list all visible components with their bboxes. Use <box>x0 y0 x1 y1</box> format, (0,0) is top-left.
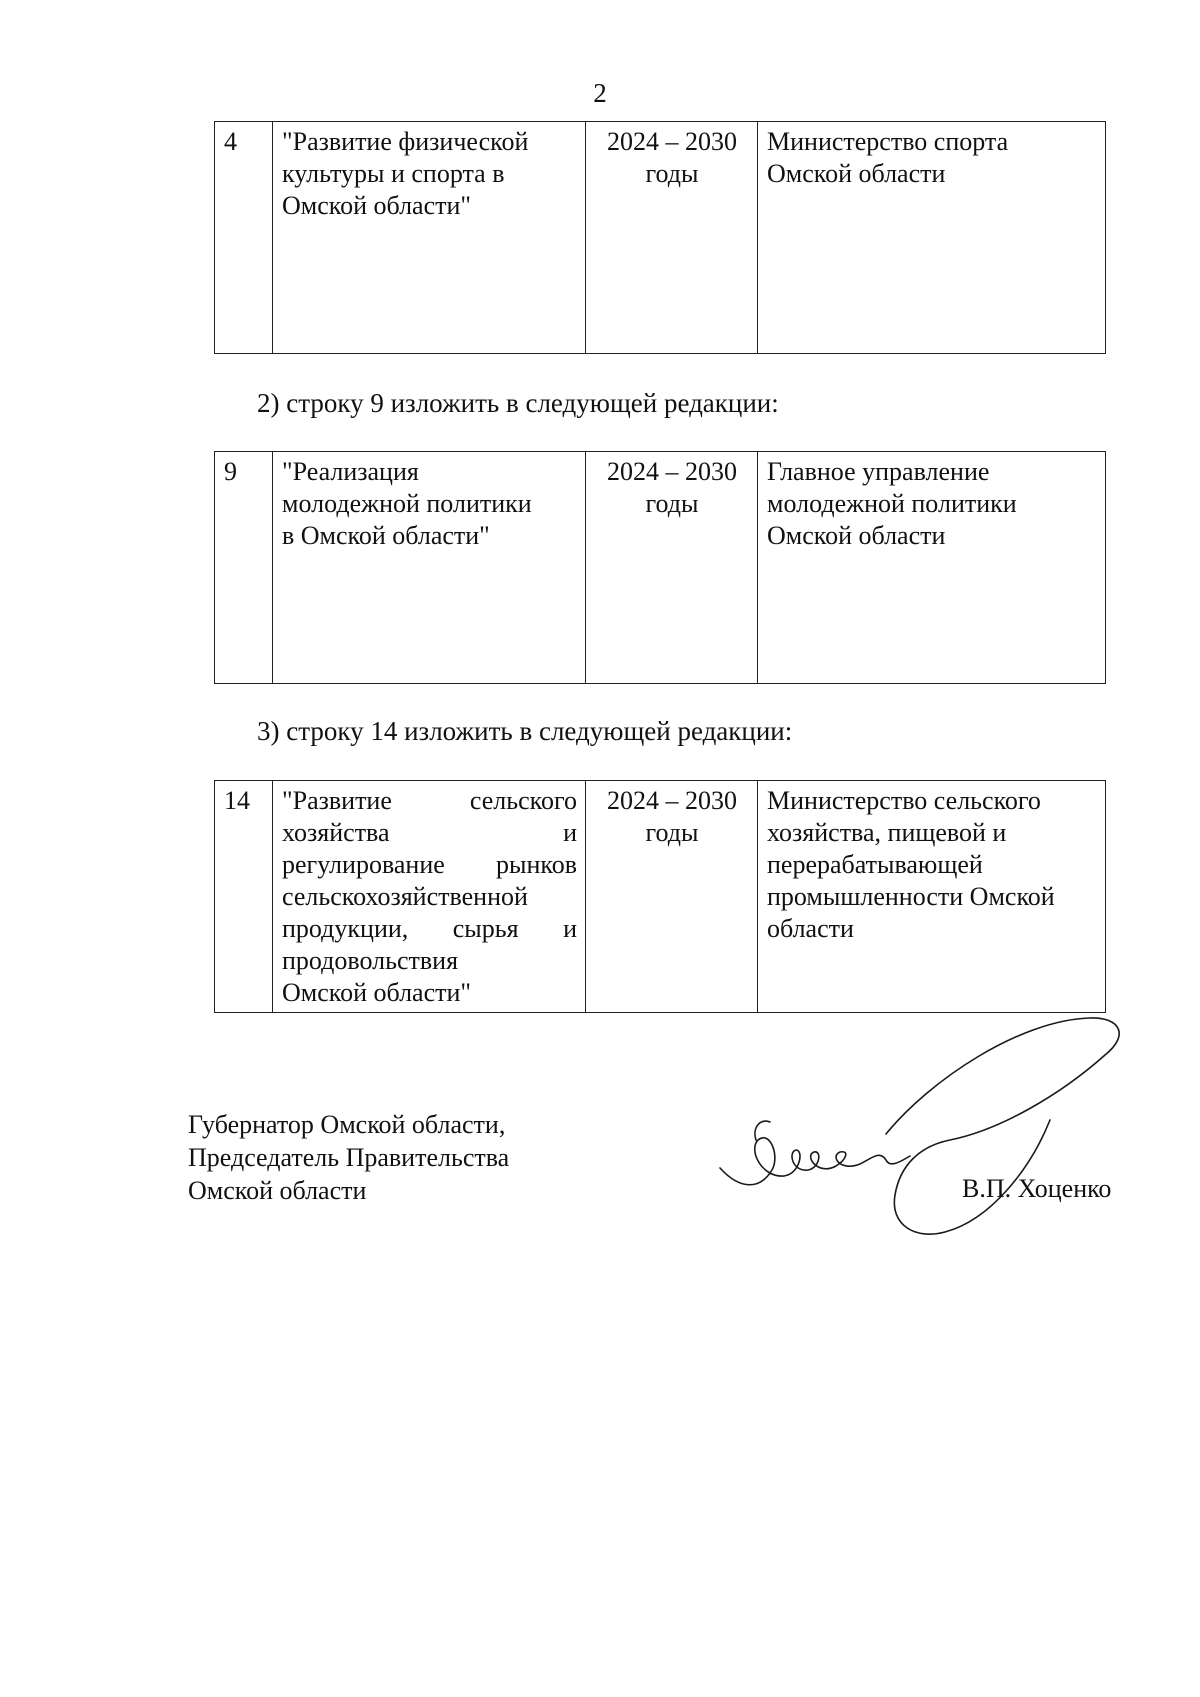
program-name-line: сельскохозяйственной <box>282 882 528 911</box>
program-name-line: продовольствия <box>282 946 459 975</box>
period-years: 2024 – 2030 <box>607 786 737 815</box>
table-row-14 <box>214 780 1106 1013</box>
signatory-title-line: Губернатор Омской области, <box>188 1110 506 1139</box>
program-period <box>586 781 758 1013</box>
program-name-line: "Развитие физической <box>282 127 529 156</box>
program-name-line: "Развитие сельского <box>282 786 577 815</box>
responsible-line: промышленности Омской <box>767 882 1055 911</box>
signatory-name: В.П. Хоценко <box>962 1174 1112 1203</box>
program-name-line: "Реализация <box>282 457 419 486</box>
responsible-line: области <box>767 914 854 943</box>
handwritten-signature-icon <box>700 1000 1140 1260</box>
responsible-line: Министерство спорта <box>767 127 1009 156</box>
program-name <box>273 781 586 1013</box>
program-name-line: продукции, сырья и <box>282 914 577 943</box>
signatory-title-line: Омской области <box>188 1176 367 1205</box>
responsible-line: Министерство сельского <box>767 786 1041 815</box>
responsible-line: перерабатывающей <box>767 850 983 879</box>
page-number: 2 <box>593 78 607 108</box>
program-name <box>273 122 586 354</box>
responsible-line: Главное управление <box>767 457 990 486</box>
responsible-line: хозяйства, пищевой и <box>767 818 1007 847</box>
program-period <box>586 122 758 354</box>
program-name-line: Омской области" <box>282 978 472 1007</box>
row-number: 14 <box>215 781 273 1013</box>
period-years: 2024 – 2030 <box>607 457 737 486</box>
program-name-line: в Омской области" <box>282 521 490 550</box>
row-number: 9 <box>215 452 273 684</box>
program-name-line: Омской области" <box>282 191 472 220</box>
period-unit: годы <box>645 159 699 188</box>
signatory-title-line: Председатель Правительства <box>188 1143 510 1172</box>
responsible-body <box>758 122 1106 354</box>
instruction-row-14: 3) строку 14 изложить в следующей редакции: <box>257 716 793 746</box>
responsible-line: Омской области <box>767 159 946 188</box>
table-row-4 <box>214 121 1106 354</box>
program-period <box>586 452 758 684</box>
period-unit: годы <box>645 489 699 518</box>
program-name <box>273 452 586 684</box>
responsible-body <box>758 781 1106 1013</box>
row-number: 4 <box>215 122 273 354</box>
responsible-line: Омской области <box>767 521 946 550</box>
instruction-row-9: 2) строку 9 изложить в следующей редакции: <box>257 388 779 418</box>
program-name-line: хозяйства и <box>282 818 577 847</box>
responsible-line: молодежной политики <box>767 489 1017 518</box>
responsible-body <box>758 452 1106 684</box>
signatory-title <box>188 1108 509 1207</box>
period-years: 2024 – 2030 <box>607 127 737 156</box>
program-name-line: культуры и спорта в <box>282 159 505 188</box>
program-name-line: молодежной политики <box>282 489 532 518</box>
period-unit: годы <box>645 818 699 847</box>
table-row-9 <box>214 451 1106 684</box>
program-name-line: регулирование рынков <box>282 850 577 879</box>
